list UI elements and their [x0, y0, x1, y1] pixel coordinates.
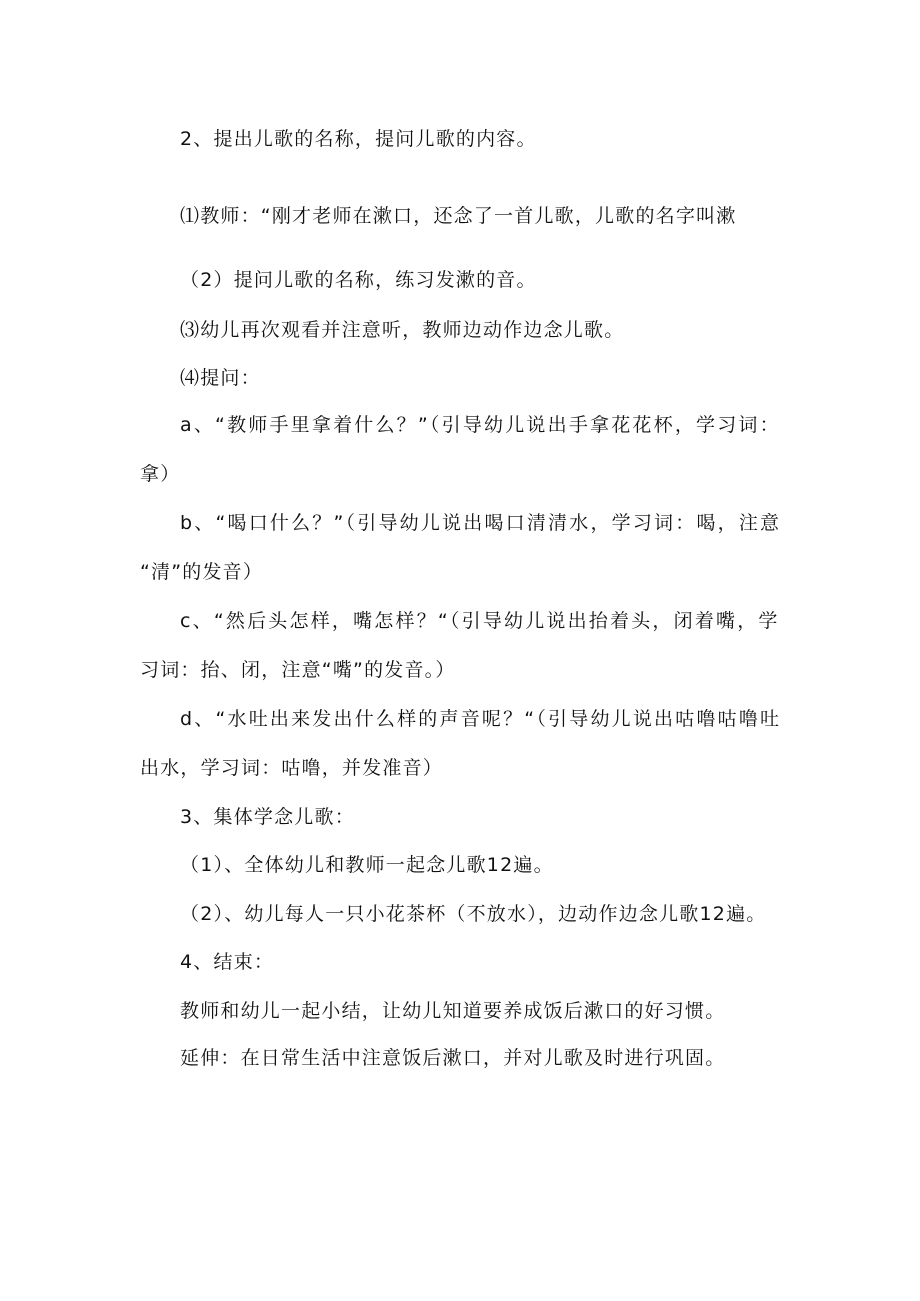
practice-2-text: （2）、幼儿每人一只小花茶杯（不放水），边动作边念儿歌12遍。: [180, 903, 767, 925]
question-d-line-2: 出水，学习词：咕噜，并发准音）: [140, 757, 444, 779]
question-d-line-1: d、“水吐出来发出什么样的声音呢？“（引导幼儿说出咕噜咕噜吐: [180, 708, 782, 730]
question-b-line-2: “清”的发音）: [140, 561, 264, 583]
question-a-line-1: a、“教师手里拿着什么？”（引导幼儿说出手拿花花杯，学习词：: [180, 414, 781, 436]
question-c-line-2: 习词：抬、闭，注意“嘴”的发音。）: [140, 659, 456, 681]
step-3-text: ⑶幼儿再次观看并注意听，教师边动作边念儿歌。: [180, 319, 625, 341]
section-2-heading: 2、提出儿歌的名称，提问儿歌的内容。: [180, 128, 537, 150]
extension-text: 延伸：在日常生活中注意饭后漱口，并对儿歌及时进行巩固。: [180, 1047, 726, 1069]
practice-1-text: （1）、全体幼儿和教师一起念儿歌12遍。: [180, 854, 554, 876]
step-2-text: （2）提问儿歌的名称，练习发漱的音。: [180, 269, 537, 291]
step-4-heading: ⑷提问：: [180, 367, 261, 389]
question-a-line-2: 拿）: [140, 463, 181, 485]
section-3-heading: 3、集体学念儿歌：: [180, 806, 355, 828]
section-4-heading: 4、结束：: [180, 951, 275, 973]
question-b-line-1: b、“喝口什么？”（引导幼儿说出喝口清清水，学习词：喝，注意: [180, 512, 782, 534]
question-c-line-1: c、“然后头怎样，嘴怎样？“（引导幼儿说出抬着头，闭着嘴，学: [180, 610, 780, 632]
step-1-text: ⑴教师：“刚才老师在漱口，还念了一首儿歌，儿歌的名字叫漱: [180, 205, 737, 227]
summary-text: 教师和幼儿一起小结，让幼儿知道要养成饭后漱口的好习惯。: [180, 1000, 726, 1022]
